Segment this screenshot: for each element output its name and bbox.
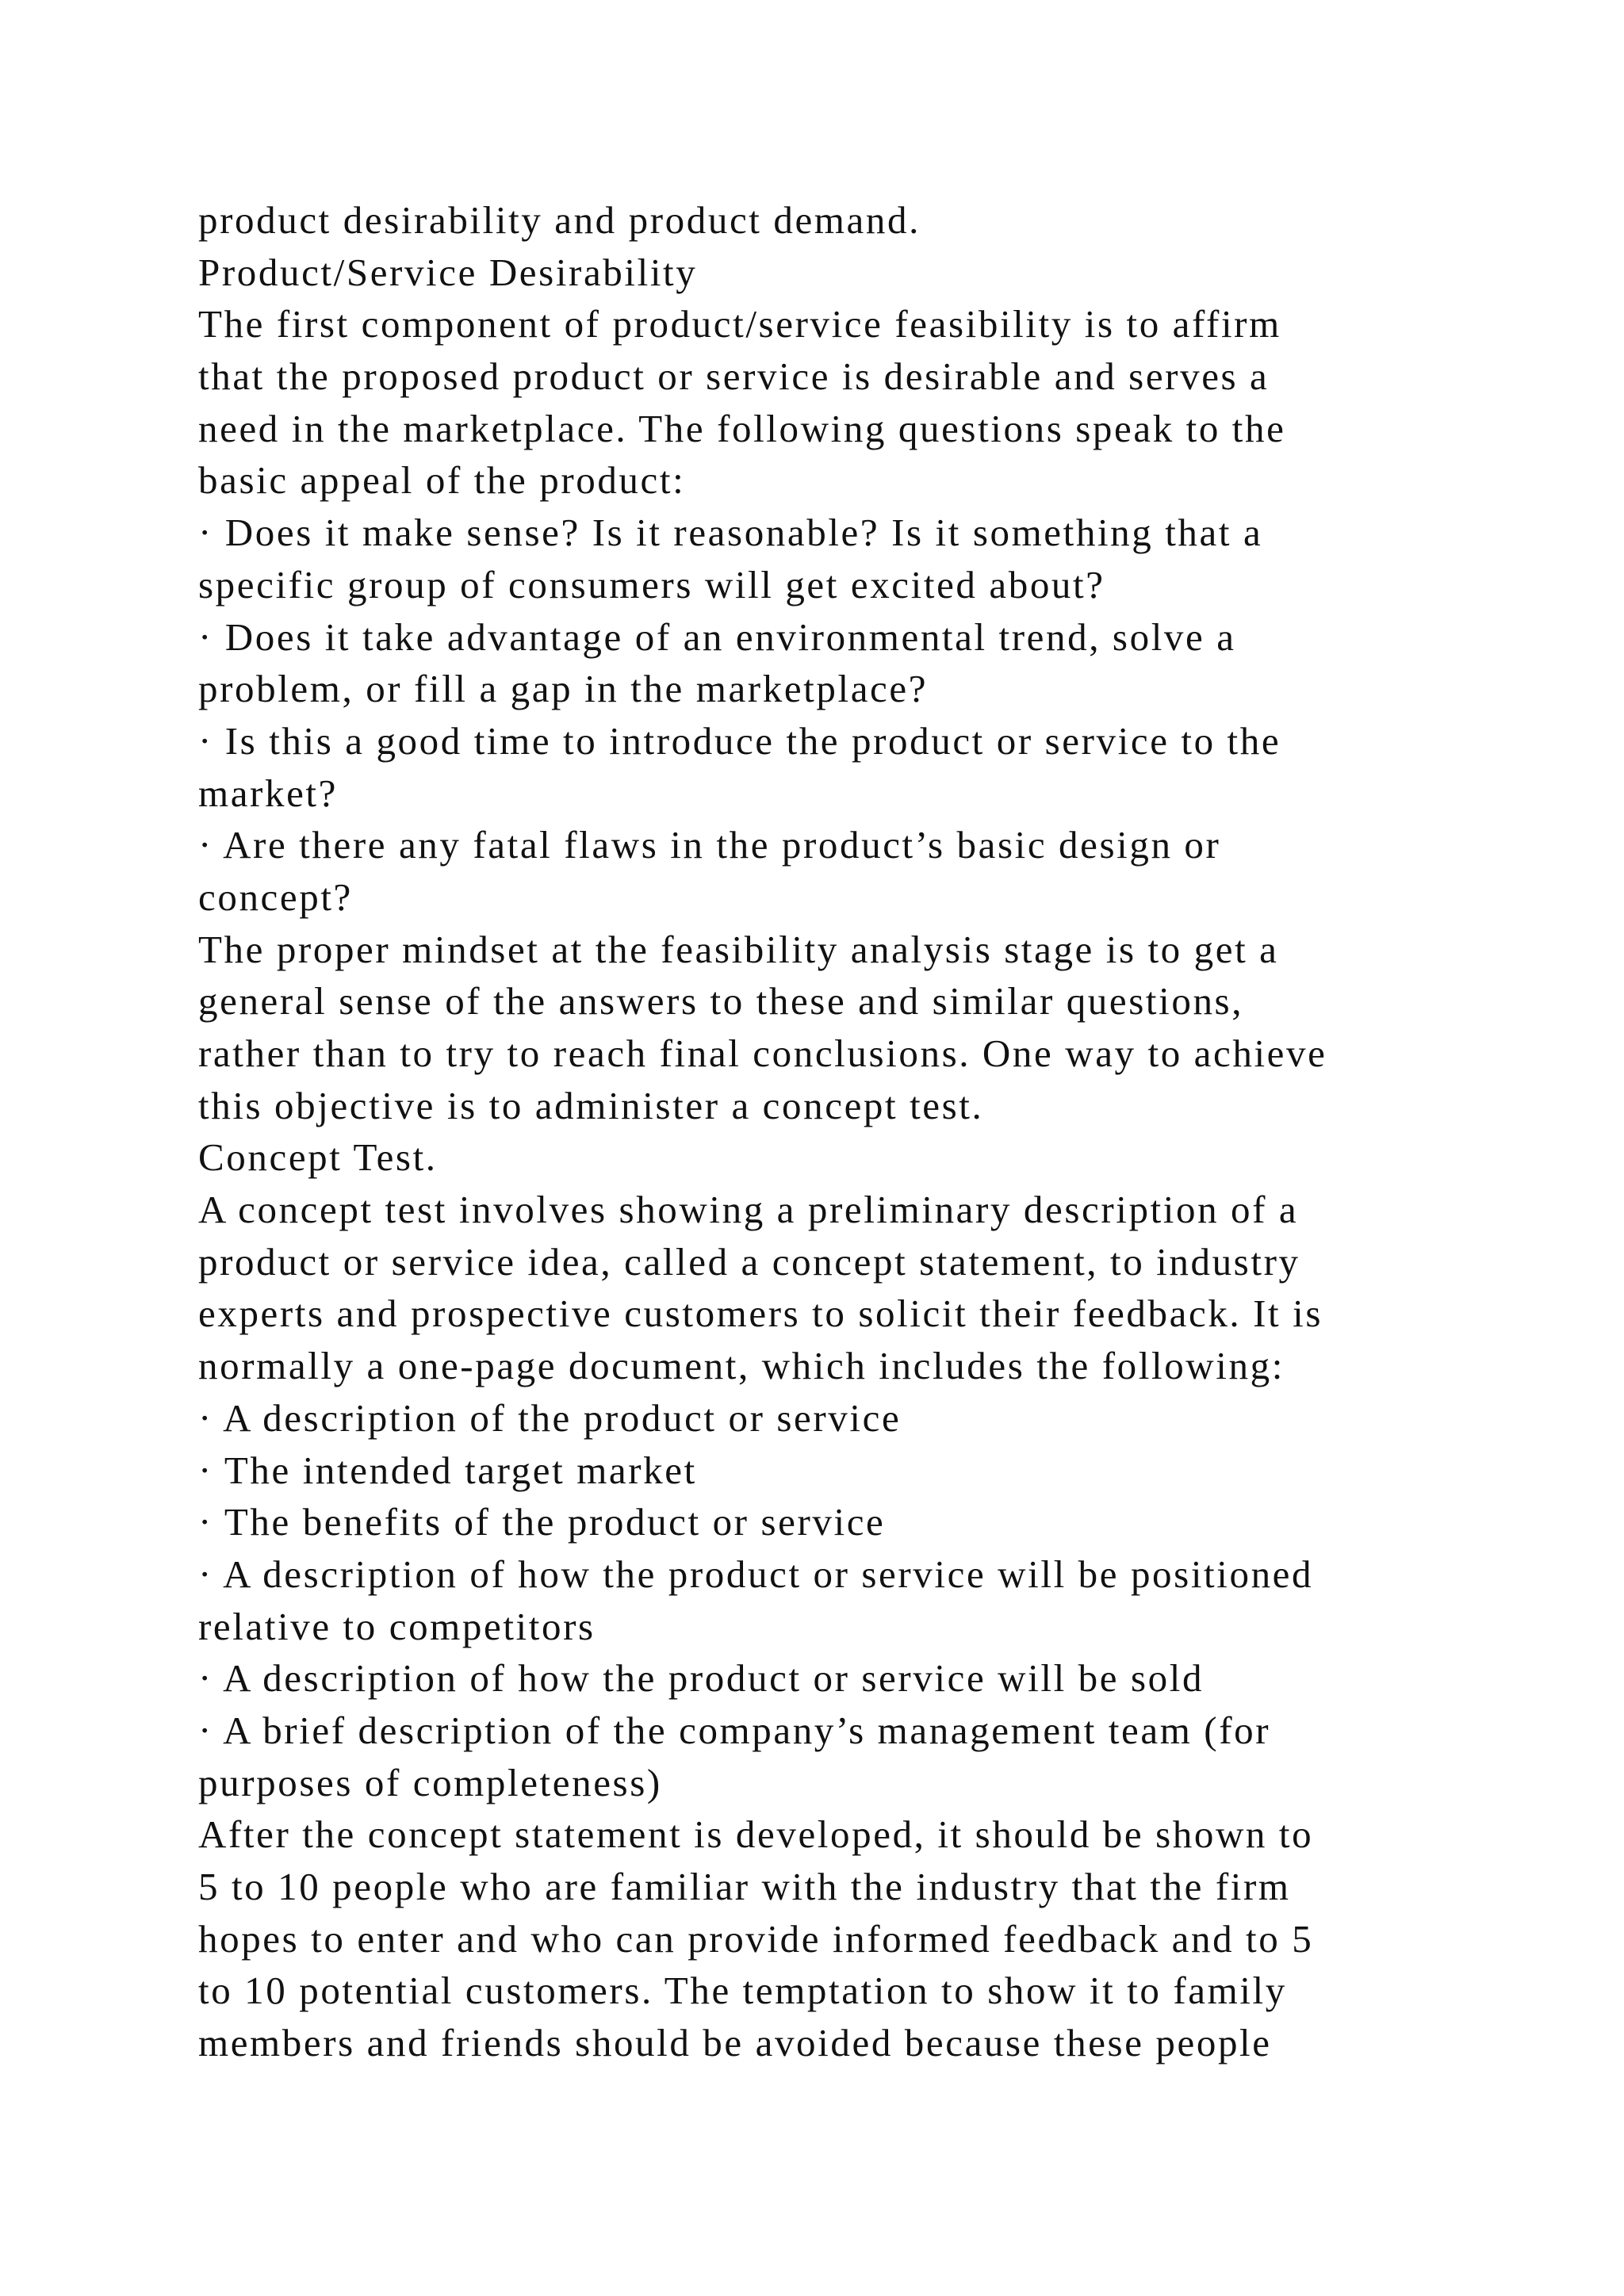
bullet-line: · The benefits of the product or service xyxy=(198,1500,886,1544)
bullet-line: · A description of how the product or service will be sold xyxy=(198,1656,1205,1701)
text-line: this objective is to administer a concept test. xyxy=(198,1083,984,1127)
text-line: market? xyxy=(198,771,338,815)
text-line: to 10 potential customers. The temptation to show it to family xyxy=(198,1969,1287,2013)
text-line: basic appeal of the product: xyxy=(198,458,686,503)
text-line: hopes to enter and who can provide informed feedback and to 5 xyxy=(198,1916,1314,1961)
bullet-line: · Does it take advantage of an environmental trend, solve a xyxy=(198,614,1236,659)
document-body-text xyxy=(198,194,1499,2069)
bullet-line: · The intended target market xyxy=(198,1448,697,1492)
section-heading: Concept Test. xyxy=(198,1135,438,1180)
text-line: normally a one-page document, which includes the following: xyxy=(198,1344,1285,1388)
text-line: A concept test involves showing a preliminary description of a xyxy=(198,1188,1299,1232)
text-line: relative to competitors xyxy=(198,1604,596,1648)
bullet-line: · A description of the product or service xyxy=(198,1395,902,1440)
text-line: general sense of the answers to these and similar questions, xyxy=(198,979,1244,1024)
text-line: rather than to try to reach final conclusions. One way to achieve xyxy=(198,1031,1327,1075)
text-line: product or service idea, called a concept statement, to industry xyxy=(198,1239,1300,1284)
bullet-line: · A brief description of the company’s management team (for xyxy=(198,1708,1271,1752)
section-heading: Product/Service Desirability xyxy=(198,250,698,294)
text-line: specific group of consumers will get excited about? xyxy=(198,562,1105,607)
bullet-line: · A description of how the product or service will be positioned xyxy=(198,1552,1314,1596)
bullet-line: · Does it make sense? Is it reasonable? Is it something that a xyxy=(198,511,1263,555)
text-line: product desirability and product demand. xyxy=(198,198,921,242)
text-line: experts and prospective customers to solicit their feedback. It is xyxy=(198,1292,1323,1336)
bullet-line: · Are there any fatal flaws in the product’s basic design or xyxy=(198,823,1221,867)
text-line: purposes of completeness) xyxy=(198,1760,662,1804)
text-line: concept? xyxy=(198,874,353,919)
bullet-line: · Is this a good time to introduce the product or service to the xyxy=(198,718,1281,763)
text-line: problem, or fill a gap in the marketplace? xyxy=(198,667,929,711)
text-line: members and friends should be avoided because these people xyxy=(198,2021,1272,2065)
text-line: that the proposed product or service is desirable and serves a xyxy=(198,354,1270,399)
text-line: After the concept statement is developed, it should be shown to xyxy=(198,1812,1314,1857)
text-line: The proper mindset at the feasibility analysis stage is to get a xyxy=(198,927,1279,971)
text-line: The first component of product/service feasibility is to affirm xyxy=(198,302,1281,346)
text-line: 5 to 10 people who are familiar with the industry that the firm xyxy=(198,1865,1291,1908)
text-line: need in the marketplace. The following questions speak to the xyxy=(198,406,1286,450)
